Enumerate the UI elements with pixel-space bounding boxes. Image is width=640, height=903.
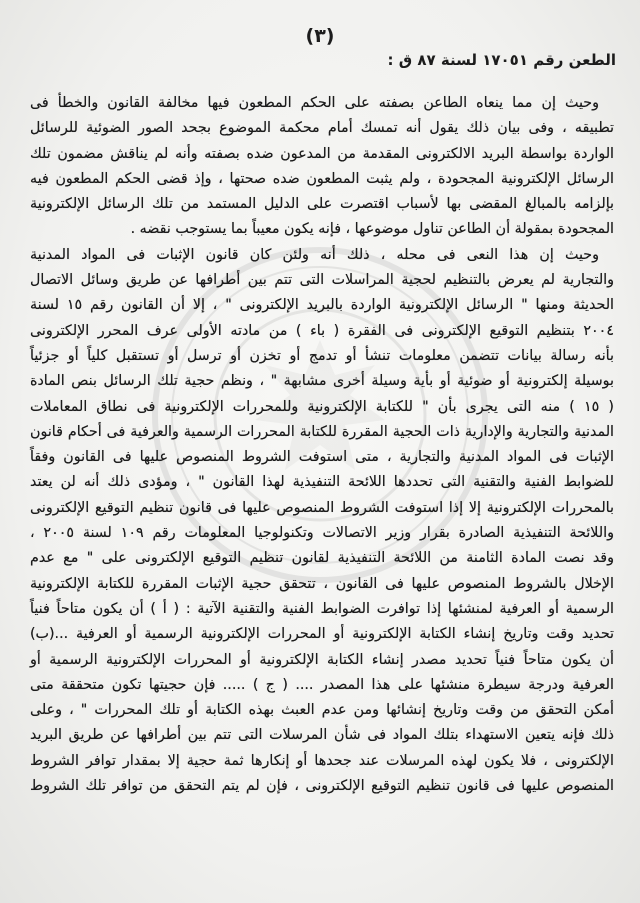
body-line (30, 698, 614, 723)
body-line-text: الإخلال بالشروط المنصوص عليها فى القانون ، تتحقق حجية الإثبات المقررة للكتابة الإلكترونية (30, 575, 614, 592)
body-line (30, 572, 614, 597)
body-line (30, 344, 614, 369)
body-line-text: الواردة بواسطة البريد الالكترونى المقدمة من المدعون ضده بصفته وأنه لم يناقش مضمون تلك (30, 145, 614, 162)
body-line-text: ( ١٥ ) منه التى يجرى بأن " للكتابة الإلكترونية وللمحررات الإلكترونية فى نطاق المعاملات (30, 398, 614, 415)
body-line-text: الحديثة ومنها " الرسائل الإلكترونية الواردة بالبريد الإلكترونى " ، إلا أن القانون رقم ١٥ لسنة (30, 297, 614, 314)
body-line-text: الرسائل الإلكترونية المجحودة ، ولم يثبت المطعون ضده صحتها ، وإذ قضى الحكم المطعون فيه (30, 170, 614, 187)
body-line-text: تحديد وقت وتاريخ إنشاء الكتابة الإلكترونية أو المحررات الإلكترونية الرسمية أو العرفية ...(ب) (30, 626, 614, 643)
case-header: الطعن رقم ١٧٠٥١ لسنة ٨٧ ق : (387, 51, 616, 69)
body-line-text: ذلك فإنه يتعين الاستهداء بتلك المواد فى شأن المرسلات التى تتم بين أطرافها عن طريق البريد (30, 727, 614, 744)
body-line-text: الإثبات فى المواد المدنية والتجارية ، متى استوفت الشروط المنصوص عليها فى القانون وفقاً (30, 449, 614, 466)
body-line-text: بأنه رسالة بيانات تتضمن معلومات تنشأ أو تدمج أو تخزن أو ترسل أو تستقبل كلياً أو جزئياً (30, 347, 614, 364)
body-line-text: تطبيقه ، وفى بيان ذلك يقول أنه تمسك أمام محكمة الموضوع بجحد الصور الضوئية للرسائل (30, 120, 614, 137)
body-line (30, 723, 614, 748)
body-line-text: ٢٠٠٤ بتنظيم التوقيع الإلكترونى فى الفقرة ( باء ) من مادته الأولى عرف المحرر الإلكترونى (30, 322, 614, 339)
paragraph-1 (30, 91, 614, 243)
body-line (30, 774, 614, 799)
body-line-text: للضوابط الفنية والتقنية التى تحددها اللائحة التنفيذية لهذا القانون " ، ومؤدى ذلك أنه لن يعتد (30, 474, 614, 491)
body-line (30, 243, 614, 268)
body-line (30, 116, 614, 141)
body-line (30, 496, 614, 521)
body-line-text: وحيث إن مما ينعاه الطاعن بصفته على الحكم المطعون فيها مخالفة القانون والخطأ فى (30, 95, 599, 111)
body-line (30, 622, 614, 647)
body-line-text: الرسمية أو العرفية لمنشئها إذا توافرت الضوابط الفنية والتقنية الآتية : ( أ ) أن يكون متاحاً فنياً (30, 600, 614, 617)
body-line (30, 319, 614, 344)
body-line-text: بوسيلة إلكترونية أو ضوئية أو بأية وسيلة أخرى مشابهة " ، ونظم حجية تلك الرسائل بنص المادة (30, 373, 614, 390)
page-number: (٣) (305, 25, 335, 47)
body-line-text: الإلكترونى ، فلا يكون لهذه المرسلات عند جحدها أو إنكارها ثمة حجية إلا بمقدار توافر الشروط (30, 752, 614, 769)
body-line-text: أن يكون متاحاً فنياً تحديد مصدر إنشاء الكتابة الإلكترونية أو المحررات الإلكترونية الرسمية أو (30, 651, 614, 668)
body-line-text: واللائحة التنفيذية الصادرة بقرار وزير الاتصالات وتكنولوجيا المعلومات رقم ١٠٩ لسنة ٢٠٠٥ ، (30, 525, 614, 542)
body-line (30, 749, 614, 774)
body-line-text: المجحودة بمقولة أن الطاعن تناول موضوعها ، فإنه يكون معيباً بما يستوجب نقضه . (130, 221, 614, 238)
body-line (30, 293, 614, 318)
body-line (30, 470, 614, 495)
body-line-text: المدنية والتجارية والإدارية ذات الحجية المقررة للكتابة المحررات الرسمية والعرفية فى أحكام قانون (30, 423, 614, 440)
body-line (30, 395, 614, 420)
body-line (30, 597, 614, 622)
body-line-text: المنصوص عليها فى قانون تنظيم التوقيع الإلكترونى ، فإن لم يتم التحقق من توافر تلك الشروط (30, 778, 614, 795)
body-line-text: وقد نصت المادة الثامنة من اللائحة التنفيذية لقانون تنظيم التوقيع الإلكترونى على " مع عدم (30, 550, 614, 567)
body-line (30, 369, 614, 394)
body-line-text: بإلزامه بالمبالغ المقضى بها لأسباب اقتصرت على الدليل المستمد من تلك الرسائل الإلكترونية (30, 196, 614, 213)
ruling-body (30, 91, 614, 799)
body-line-text: وحيث إن هذا النعى فى محله ، ذلك أنه ولئن كان قانون الإثبات فى المواد المدنية (30, 246, 599, 263)
body-line-text: العرفية ودرجة سيطرة منشئها على هذا المصدر .... ( ج ) ..... فإن حجيتها تكون متحققة متى (30, 676, 614, 693)
body-line-text: أمكن التحقق من وقت وتاريخ إنشائها ومن عدم العبث بهذه الكتابة أو تلك المحررات " ، وعلى (30, 702, 614, 719)
body-line (30, 167, 614, 192)
body-line (30, 546, 614, 571)
body-line (30, 217, 614, 242)
body-line (30, 420, 614, 445)
paragraph-2 (30, 243, 614, 800)
body-line (30, 648, 614, 673)
body-line (30, 91, 614, 116)
body-line (30, 268, 614, 293)
body-line (30, 673, 614, 698)
body-line (30, 445, 614, 470)
body-line (30, 142, 614, 167)
body-line-text: والتجارية لم يعرض بالتنظيم لحجية المراسلات التى تتم بين أطرافها عن طريق وسائل الاتصال (30, 272, 614, 289)
body-line (30, 521, 614, 546)
body-line-text: بالمحررات الإلكترونية إلا إذا استوفت الشروط المنصوص عليها فى قانون تنظيم التوقيع الإلكترونى (30, 499, 614, 516)
body-line (30, 192, 614, 217)
